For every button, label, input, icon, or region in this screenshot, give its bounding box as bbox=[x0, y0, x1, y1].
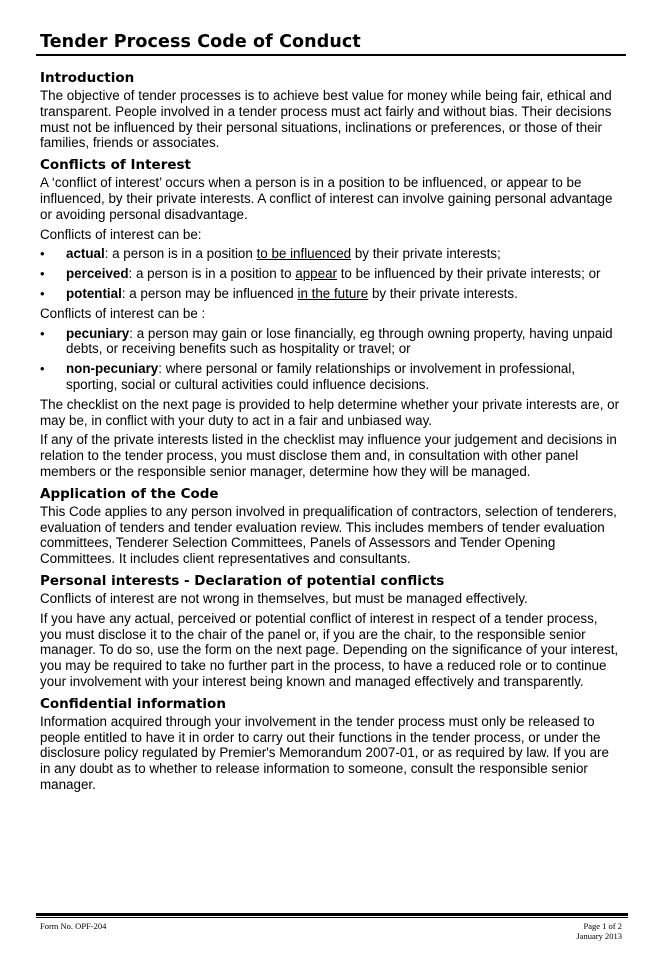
disclose-paragraph: If any of the private interests listed in the checklist may influence your judgement and decisions in relation to the tender process, you must disclose them and, in consultation with other panel members or the responsible senior manager, determine how they will be managed. bbox=[40, 432, 617, 479]
personal-interests-paragraph-1: Conflicts of interest are not wrong in themselves, but must be managed effectively. bbox=[40, 590, 528, 606]
bullet-text: by their private interests; bbox=[351, 246, 501, 262]
list-item bbox=[40, 246, 620, 262]
application-section bbox=[40, 486, 620, 567]
bullet-term: perceived bbox=[66, 266, 129, 282]
bullet-text: : where personal or family relationships or involvement in professional, sporting, social or cultural activities could influence decisions. bbox=[66, 361, 576, 392]
confidential-heading: Confidential information bbox=[40, 695, 226, 712]
underlined-text: in the future bbox=[297, 285, 369, 301]
page-title: Tender Process Code of Conduct bbox=[40, 32, 361, 52]
conflicts-can-be-label: Conflicts of interest can be: bbox=[40, 226, 202, 242]
bullet-text: : a person is in a position to bbox=[128, 266, 296, 282]
application-paragraph: This Code applies to any person involved in prequalification of contractors, selection of tenderers, evaluation of tenders and tender evaluation review. This includes members of tender evaluation committees, Tenderer Selection Committees, Panels of Assessors and Tender Opening Committees. It includes client representatives and consultants. bbox=[40, 503, 617, 567]
title-divider bbox=[36, 54, 626, 56]
conflicts-intro-paragraph: A ‘conflict of interest’ occurs when a person is in a position to be influenced, or appear to be influenced, by their private interests. A conflict of interest can involve gaining personal advantage or avoiding personal disadvantage. bbox=[40, 175, 613, 222]
checklist-paragraph: The checklist on the next page is provided to help determine whether your private interests are, or may be, in conflict with your duty to act in a fair and unbiased way. bbox=[40, 396, 620, 428]
footer-date: January 2013 bbox=[576, 931, 622, 941]
conflicts-heading: Conflicts of Interest bbox=[40, 157, 192, 174]
form-number: Form No. OPF-204 bbox=[40, 921, 107, 931]
bullet-text: : a person may be influenced bbox=[121, 285, 298, 301]
conflicts-can-be-label-2: Conflicts of interest can be : bbox=[40, 305, 206, 321]
bullet-term: actual bbox=[66, 246, 105, 262]
list-item bbox=[40, 266, 620, 282]
introduction-section bbox=[40, 70, 620, 151]
introduction-paragraph: The objective of tender processes is to achieve best value for money while being fair, ethical and transparent. People involved in a tender process must act fairly and without bias. Their decisions must not be influenced by their personal situations, inclinations or preferences, or those of their families, friends or associates. bbox=[40, 88, 612, 151]
introduction-heading: Introduction bbox=[40, 70, 135, 86]
conflicts-section bbox=[40, 157, 620, 480]
bullet-text: : a person may gain or lose financially, eg through owning property, having unpaid debts, or receiving benefits such as hospitality or travel; or bbox=[66, 325, 613, 357]
bullet-text: : a person is in a position bbox=[104, 246, 257, 262]
footer-divider-thin bbox=[36, 917, 628, 918]
list-item bbox=[40, 361, 620, 393]
confidential-section bbox=[40, 696, 620, 793]
bullet-text: by their private interests. bbox=[368, 285, 518, 301]
bullet-term: potential bbox=[66, 285, 122, 301]
personal-interests-heading: Personal interests - Declaration of potential conflicts bbox=[40, 572, 445, 589]
footer-divider-thick bbox=[36, 913, 628, 916]
application-heading: Application of the Code bbox=[40, 485, 219, 502]
confidential-paragraph: Information acquired through your involvement in the tender process must only be released to people entitled to have it in order to carry out their functions in the tender process, or under the disclosure policy regulated by Premier's Memorandum 2007-01, or as required by law. If you are in any doubt as to whether to release information to someone, consult the responsible senior manager. bbox=[40, 713, 609, 792]
document-body bbox=[40, 70, 620, 797]
conflict-kinds-list bbox=[40, 326, 620, 393]
footer-page-info bbox=[576, 921, 622, 941]
page-number: Page 1 of 2 bbox=[583, 921, 622, 931]
personal-interests-section bbox=[40, 573, 620, 690]
underlined-text: to be influenced bbox=[256, 246, 352, 262]
personal-interests-paragraph-2: If you have any actual, perceived or potential conflict of interest in respect of a tender process, you must disclose it to the chair of the panel or, if you are the chair, to the responsible senior manager. To do so, use the form on the next page. Depending on the significance of your interest, you may be required to take no further part in the process, to have a reduced role or to continue your involvement with your interest being known and managed effectively and transparently. bbox=[40, 610, 619, 689]
bullet-term: pecuniary bbox=[66, 325, 130, 341]
list-item bbox=[40, 286, 620, 302]
bullet-text: to be influenced by their private interests; or bbox=[336, 266, 601, 282]
list-item bbox=[40, 326, 620, 358]
conflict-types-list bbox=[40, 246, 620, 301]
underlined-text: appear bbox=[295, 266, 337, 282]
bullet-term: non-pecuniary bbox=[66, 361, 159, 377]
